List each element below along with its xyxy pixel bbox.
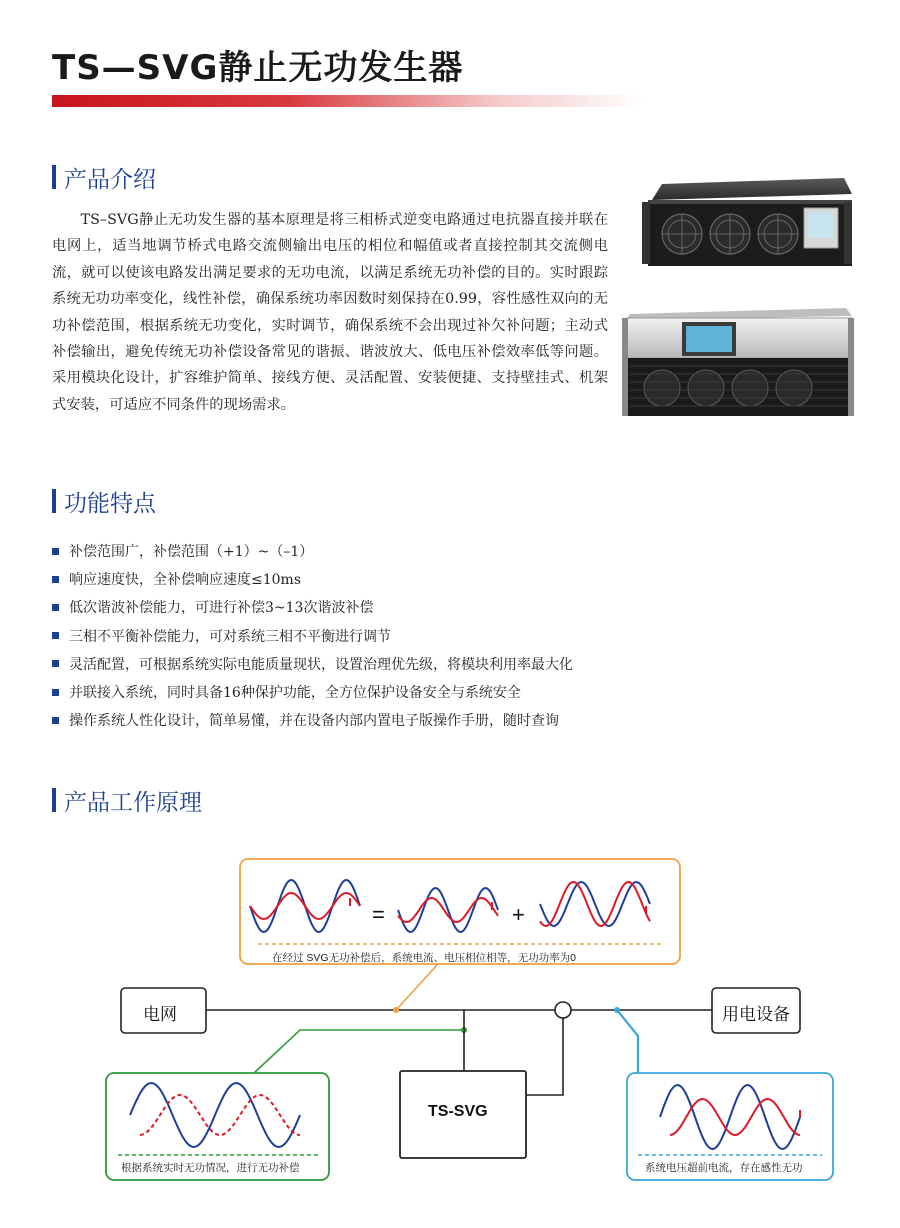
feature-text: 操作系统人性化设计，简单易懂，并在设备内部内置电子版操作手册，随时查询 [69,713,559,730]
orange-callout-line [396,964,438,1010]
compensation-current-wave [140,1095,300,1135]
equals-sign: = [372,902,385,927]
left-caption: 根据系统实时无功情况，进行无功补偿 [121,1162,300,1174]
feature-text: 补偿范围广，补偿范围（+1）~（–1） [69,544,314,561]
load-label: 用电设备 [722,1005,790,1024]
section-title: 功能特点 [64,490,156,517]
feature-text: 响应速度快，全补偿响应速度≤10ms [69,572,302,589]
intro-paragraph: TS–SVG静止无功发生器的基本原理是将三相桥式逆变电路通过电抗器直接并联在电网上，适当地调节桥式电路交流侧输出电压的相位和幅值或者直接控制其交流侧电流，就可以使该电路发出满足要求的无功电流，以满足系统无功补偿的目的。实时跟踪系统无功功率变化，线性补偿，确保系统功率因数时刻保持在0.99，容性感性双向的无功补偿范围，根据系统无功变化，实时调节，确保系统不会出现过补欠补问题；主动式补偿输出，避免传统无功补偿设备常见的谐振、谐波放大、低电压补偿效率低等问题。采用模块化设计，扩容维护简单、接线方便、灵活配置、安装便捷、支持壁挂式、机架式安装，可适应不同条件的现场需求。 [52,212,608,413]
right-caption: 系统电压超前电流，存在感性无功 [645,1162,803,1174]
grid-label: 电网 [143,1005,177,1024]
ts-svg-label: TS-SVG [428,1103,488,1120]
cyan-callout-line [617,1010,638,1073]
current-wave [250,893,360,919]
section-title: 产品介绍 [64,166,156,193]
green-callout-line [254,1030,464,1073]
voltage-wave [398,888,498,932]
top-caption: 在经过 SVG无功补偿后，系统电流、电压相位相等，无功功率为0 [272,952,576,964]
voltage-wave [130,1083,300,1147]
plus-sign: + [512,902,525,927]
voltage-wave [660,1085,800,1149]
section-title: 产品工作原理 [64,789,202,816]
in-phase-waveform [250,880,360,932]
in-phase-waveform [398,888,498,932]
feature-text: 三相不平衡补偿能力，可对系统三相不平衡进行调节 [69,628,391,645]
in-phase-waveform [540,882,650,926]
feature-text: 低次谐波补偿能力，可进行补偿3~13次谐波补偿 [69,600,374,617]
page-title: TS—SVG静止无功发生器 [52,48,464,88]
feature-text: 并联接入系统，同时具备16种保护功能，全方位保护设备安全与系统安全 [69,685,521,702]
ct-signal-line [526,1018,563,1095]
feature-text: 灵活配置，可根据系统实际电能质量现状，设置治理优先级，将模块利用率最大化 [69,656,573,673]
current-transformer-icon [555,1002,571,1018]
compensation-waveform [130,1083,300,1147]
inductive-waveform [660,1085,800,1149]
